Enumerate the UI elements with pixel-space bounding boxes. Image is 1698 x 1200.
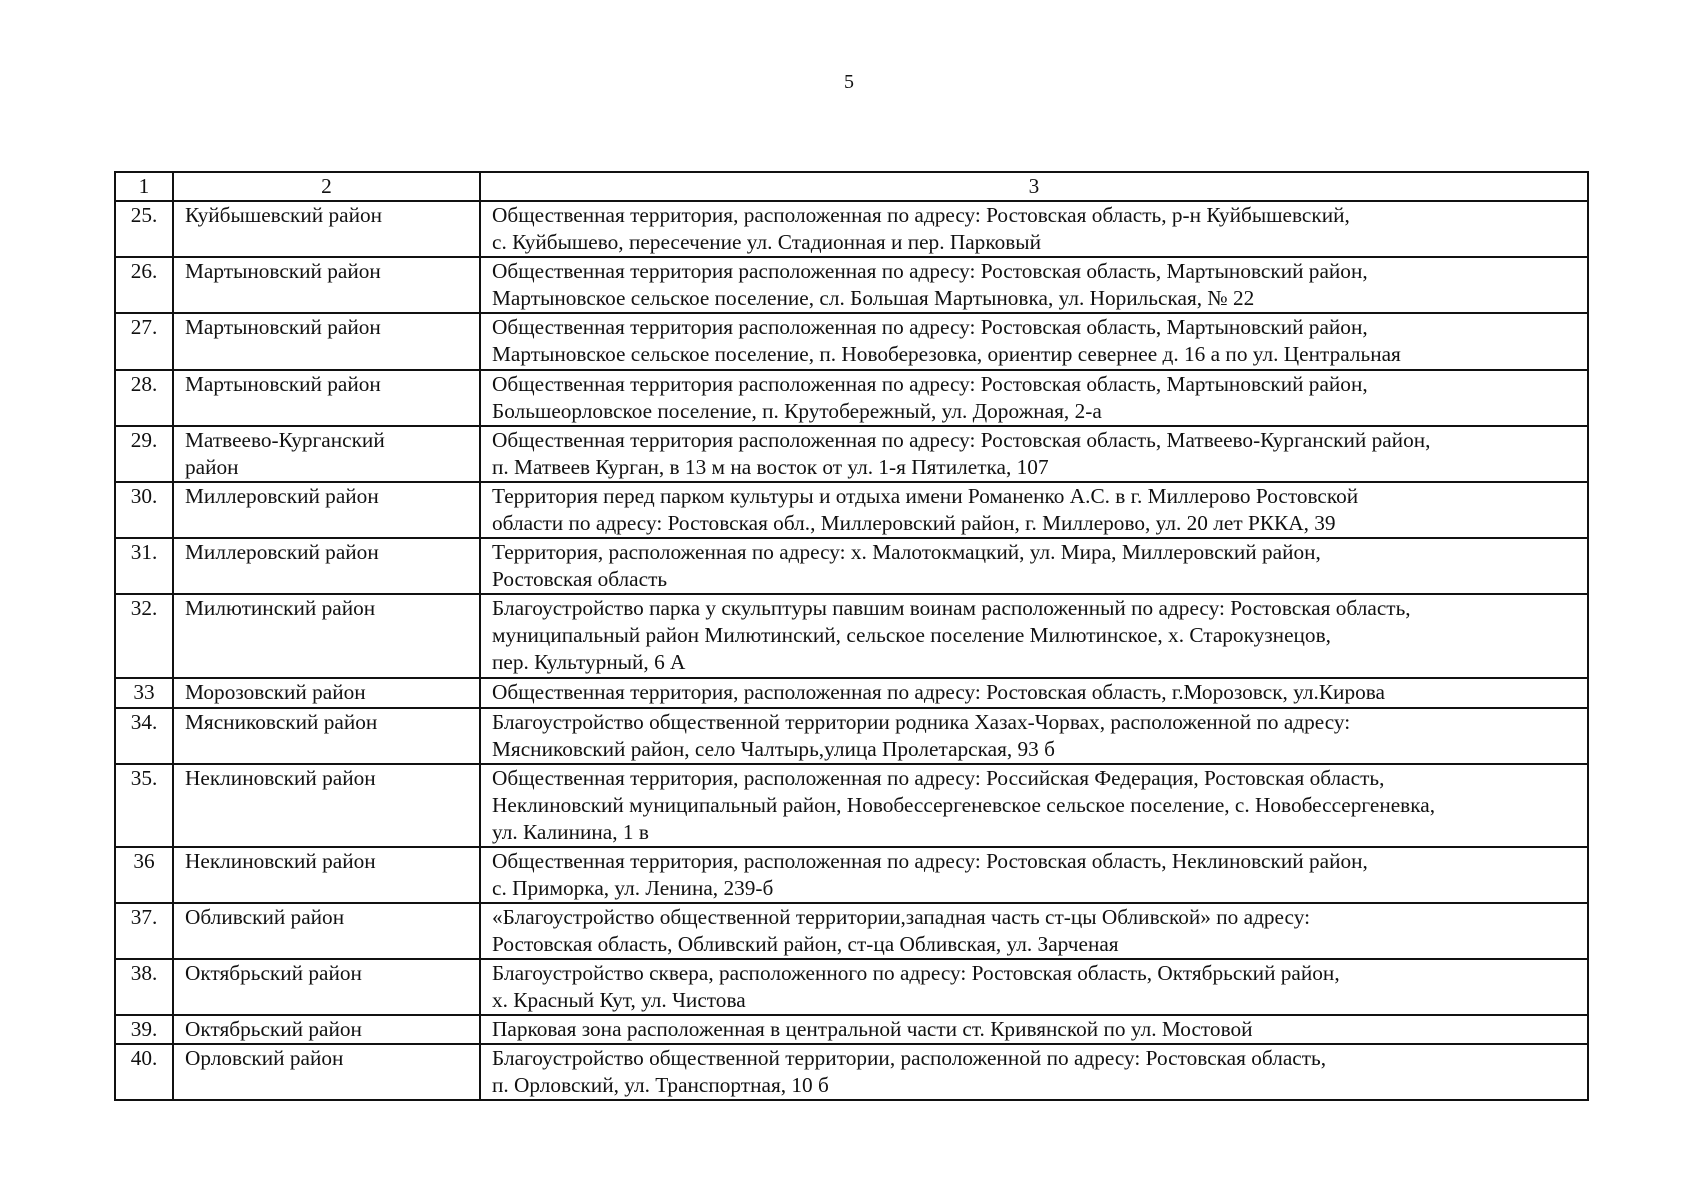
row-number: 30.	[115, 482, 173, 538]
table-row	[115, 678, 1588, 708]
district-cell	[173, 764, 480, 847]
district-name: Миллеровский район	[185, 540, 379, 564]
district-cell	[173, 959, 480, 1015]
district-name: Неклиновский район	[185, 849, 376, 873]
row-number: 36	[115, 847, 173, 903]
row-number: 33	[115, 678, 173, 708]
description-cell	[480, 708, 1588, 764]
description-line: муниципальный район Милютинский, сельское поселение Милютинское, х. Старокузнецов,	[492, 623, 1331, 647]
table-row	[115, 959, 1588, 1015]
district-cell	[173, 426, 480, 482]
district-name: Обливский район	[185, 905, 345, 929]
description-line: Ростовская область	[492, 567, 668, 591]
description-line: Территория, расположенная по адресу: х. Малотокмацкий, ул. Мира, Миллеровский район,	[492, 540, 1321, 564]
district-name: Милютинский район	[185, 596, 376, 620]
description-cell	[480, 370, 1588, 426]
description-cell	[480, 903, 1588, 959]
row-number: 27.	[115, 313, 173, 370]
district-name: Орловский район	[185, 1046, 344, 1070]
table-body	[115, 172, 1588, 1100]
description-cell	[480, 959, 1588, 1015]
description-cell	[480, 538, 1588, 594]
district-name: Октябрьский район	[185, 1017, 362, 1041]
row-number: 25.	[115, 201, 173, 257]
district-cell	[173, 594, 480, 678]
table-row	[115, 903, 1588, 959]
description-cell	[480, 1044, 1588, 1100]
description-line: пер. Культурный, 6 А	[492, 650, 686, 674]
description-cell	[480, 847, 1588, 903]
district-cell	[173, 847, 480, 903]
description-line: Территория перед парком культуры и отдыха имени Романенко А.С. в г. Миллерово Ростовской	[492, 484, 1359, 508]
description-line: Большеорловское поселение, п. Крутобережный, ул. Дорожная, 2-а	[492, 399, 1102, 423]
district-name: Октябрьский район	[185, 961, 362, 985]
table-row	[115, 257, 1588, 313]
row-number: 29.	[115, 426, 173, 482]
table-row	[115, 764, 1588, 847]
description-line: Общественная территория расположенная по адресу: Ростовская область, Матвеево-Курганский район,	[492, 428, 1431, 452]
row-number: 31.	[115, 538, 173, 594]
description-line: Благоустройство парка у скульптуры павшим воинам расположенный по адресу: Ростовская область,	[492, 596, 1411, 620]
description-line: Общественная территория, расположенная по адресу: Российская Федерация, Ростовская область,	[492, 766, 1385, 790]
district-name: Мартыновский район	[185, 259, 381, 283]
description-line: Благоустройство общественной территории, расположенной по адресу: Ростовская область,	[492, 1046, 1327, 1070]
table-row	[115, 201, 1588, 257]
description-line: п. Матвеев Курган, в 13 м на восток от ул. 1-я Пятилетка, 107	[492, 455, 1049, 479]
description-cell	[480, 1015, 1588, 1044]
district-name: Куйбышевский район	[185, 203, 383, 227]
description-cell	[480, 482, 1588, 538]
description-line: Общественная территория, расположенная по адресу: Ростовская область, р-н Куйбышевский,	[492, 203, 1350, 227]
table-row	[115, 847, 1588, 903]
district-cell	[173, 538, 480, 594]
district-name: Мартыновский район	[185, 315, 381, 339]
row-number: 38.	[115, 959, 173, 1015]
district-cell	[173, 313, 480, 370]
table-row	[115, 538, 1588, 594]
row-number: 26.	[115, 257, 173, 313]
description-cell	[480, 257, 1588, 313]
column-header-2: 2	[173, 172, 480, 201]
description-line: Парковая зона расположенная в центральной части ст. Кривянской по ул. Мостовой	[492, 1017, 1253, 1041]
description-line: п. Орловский, ул. Транспортная, 10 б	[492, 1073, 829, 1097]
table-row	[115, 482, 1588, 538]
description-cell	[480, 594, 1588, 678]
row-number: 39.	[115, 1015, 173, 1044]
description-line: Общественная территория расположенная по адресу: Ростовская область, Мартыновский район,	[492, 372, 1368, 396]
description-line: Благоустройство общественной территории родника Хазах-Чорвах, расположенной по адресу:	[492, 710, 1351, 734]
description-line: Общественная территория расположенная по адресу: Ростовская область, Мартыновский район,	[492, 259, 1368, 283]
table-row	[115, 594, 1588, 678]
description-line: Общественная территория расположенная по адресу: Ростовская область, Мартыновский район,	[492, 315, 1368, 339]
description-cell	[480, 678, 1588, 708]
territories-table	[114, 171, 1589, 1101]
description-line: Мартыновское сельское поселение, п. Новоберезовка, ориентир севернее д. 16 а по ул. Центральная	[492, 342, 1401, 366]
table-row	[115, 370, 1588, 426]
district-cell	[173, 370, 480, 426]
table-row	[115, 426, 1588, 482]
column-header-1: 1	[115, 172, 173, 201]
description-line: с. Приморка, ул. Ленина, 239-б	[492, 876, 774, 900]
district-name: Неклиновский район	[185, 766, 376, 790]
description-line: Мартыновское сельское поселение, сл. Большая Мартыновка, ул. Норильская, № 22	[492, 286, 1255, 310]
description-line: ул. Калинина, 1 в	[492, 820, 649, 844]
district-cell	[173, 1015, 480, 1044]
district-cell	[173, 708, 480, 764]
description-cell	[480, 201, 1588, 257]
district-name: Мясниковский район	[185, 710, 378, 734]
table-row	[115, 1044, 1588, 1100]
table-header-row	[115, 172, 1588, 201]
row-number: 40.	[115, 1044, 173, 1100]
description-line: Благоустройство сквера, расположенного по адресу: Ростовская область, Октябрьский район,	[492, 961, 1340, 985]
description-line: Общественная территория, расположенная по адресу: Ростовская область, Неклиновский район,	[492, 849, 1368, 873]
row-number: 28.	[115, 370, 173, 426]
row-number: 35.	[115, 764, 173, 847]
description-line: Ростовская область, Обливский район, ст-ца Обливская, ул. Зарченая	[492, 932, 1119, 956]
column-header-3: 3	[480, 172, 1588, 201]
district-name: Матвеево-Курганский	[185, 428, 385, 452]
district-name: Морозовский район	[185, 680, 366, 704]
district-name: район	[185, 455, 239, 479]
district-cell	[173, 678, 480, 708]
page-number: 5	[844, 71, 854, 93]
description-line: х. Красный Кут, ул. Чистова	[492, 988, 746, 1012]
table-row	[115, 1015, 1588, 1044]
district-cell	[173, 201, 480, 257]
description-line: Неклиновский муниципальный район, Новобессергеневское сельское поселение, с. Новобессергеневка,	[492, 793, 1436, 817]
district-cell	[173, 257, 480, 313]
description-cell	[480, 764, 1588, 847]
district-name: Миллеровский район	[185, 484, 379, 508]
row-number: 32.	[115, 594, 173, 678]
row-number: 34.	[115, 708, 173, 764]
district-name: Мартыновский район	[185, 372, 381, 396]
description-cell	[480, 313, 1588, 370]
row-number: 37.	[115, 903, 173, 959]
description-line: «Благоустройство общественной территории,западная часть ст-цы Обливской» по адресу:	[492, 905, 1310, 929]
description-line: области по адресу: Ростовская обл., Миллеровский район, г. Миллерово, ул. 20 лет РККА, 39	[492, 511, 1336, 535]
description-line: Общественная территория, расположенная по адресу: Ростовская область, г.Морозовск, ул.Кирова	[492, 680, 1385, 704]
description-line: с. Куйбышево, пересечение ул. Стадионная и пер. Парковый	[492, 230, 1042, 254]
description-line: Мясниковский район, село Чалтырь,улица Пролетарская, 93 б	[492, 737, 1055, 761]
district-cell	[173, 903, 480, 959]
description-cell	[480, 426, 1588, 482]
table-row	[115, 313, 1588, 370]
district-cell	[173, 1044, 480, 1100]
table-row	[115, 708, 1588, 764]
district-cell	[173, 482, 480, 538]
